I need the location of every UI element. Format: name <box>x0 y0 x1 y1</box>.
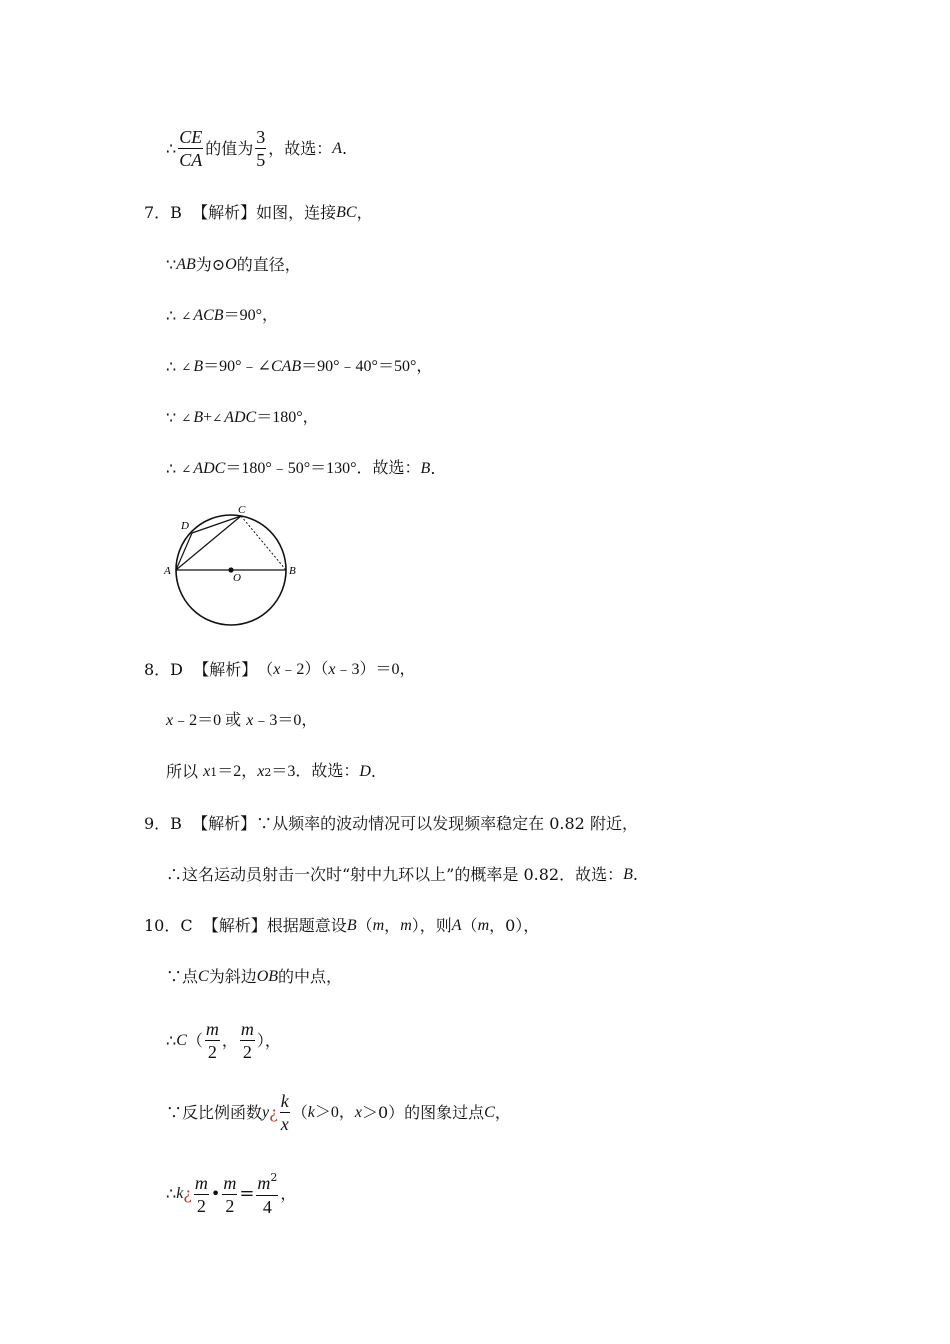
q7-step-2: ∴ ∠ ACB ＝90°， <box>166 306 278 325</box>
q8-step-2: 所以 x 1 ＝2， x 2 ＝3．故选： D . <box>166 762 377 781</box>
q10-step-2: ∴ C （ $\frac{m}{2}$ ， $\frac{m}{2}$ ）， <box>166 1019 281 1062</box>
label-d: D <box>181 520 189 532</box>
fraction-ce-ca: $\frac{CE}{CA}$ <box>179 127 203 170</box>
fraction-m-2-a: $\frac{m}{2}$ <box>205 1019 219 1062</box>
answer-6-conclusion: ∴ $\frac{CE}{CA}$ 的值为 $\frac{3}{5}$ ，故选： A . <box>166 127 348 170</box>
q7-step-4: ∵ ∠ B + ∠ ADC ＝180°， <box>166 408 319 427</box>
fraction-3-5: $\frac{3}{5}$ <box>256 127 266 170</box>
label-o: O <box>233 572 241 584</box>
q10-step-3: ∵反比例函数 y ¿ $\frac{k}{x}$ （ k ＞0， x ＞0）的图象过点 C ， <box>166 1091 511 1134</box>
fraction-k-x: $\frac{k}{x}$ <box>280 1091 289 1134</box>
q8-step-1: x ﹣2＝0 或 x ﹣3＝0， <box>166 712 318 729</box>
fraction-m-2-c: $\frac{m}{2}$ <box>194 1172 208 1216</box>
label-b: B <box>289 565 296 577</box>
q9-heading: 9．B 【解析】 ∵从频率的波动情况可以发现频率稳定在 0.82 附近， <box>144 814 638 833</box>
therefore-symbol: ∴ <box>166 138 177 158</box>
circle-figure <box>160 500 310 630</box>
label-c: C <box>238 504 246 516</box>
q7-step-5: ∴ ∠ ADC ＝180°﹣50°＝130°．故选： B . <box>166 459 436 478</box>
fraction-m2-4: $\frac{m^2}{4}$ <box>257 1171 278 1217</box>
q10-heading: 10．C 【解析】 根据题意设 B （ m ， m ），则 A （ m ，0）， <box>144 916 540 935</box>
fraction-m-2-d: $\frac{m}{2}$ <box>223 1172 237 1216</box>
q7-step-1: ∵ AB 为⊙ O 的直径， <box>166 255 301 274</box>
q7-step-3: ∴ ∠ B ＝90°﹣∠ CAB ＝90°﹣40°＝50°， <box>166 357 433 376</box>
q8-heading: 8．D 【解析】 （ x ﹣2）（ x ﹣3）＝0， <box>144 660 416 679</box>
fraction-m-2-b: $\frac{m}{2}$ <box>240 1019 254 1062</box>
label-a: A <box>164 565 171 577</box>
q9-step-1: ∴这名运动员射击一次时“射中九环以上”的概率是 0.82．故选： B . <box>166 865 638 884</box>
q10-step-1: ∵点 C 为斜边 OB 的中点， <box>166 967 343 986</box>
q10-step-4: ∴ k ¿ $\frac{m}{2}$ • $\frac{m}{2}$ = $\frac{m^2}{4}$ ， <box>166 1171 297 1217</box>
q7-heading: 7．B 【解析】 如图，连接 BC ， <box>144 203 373 222</box>
